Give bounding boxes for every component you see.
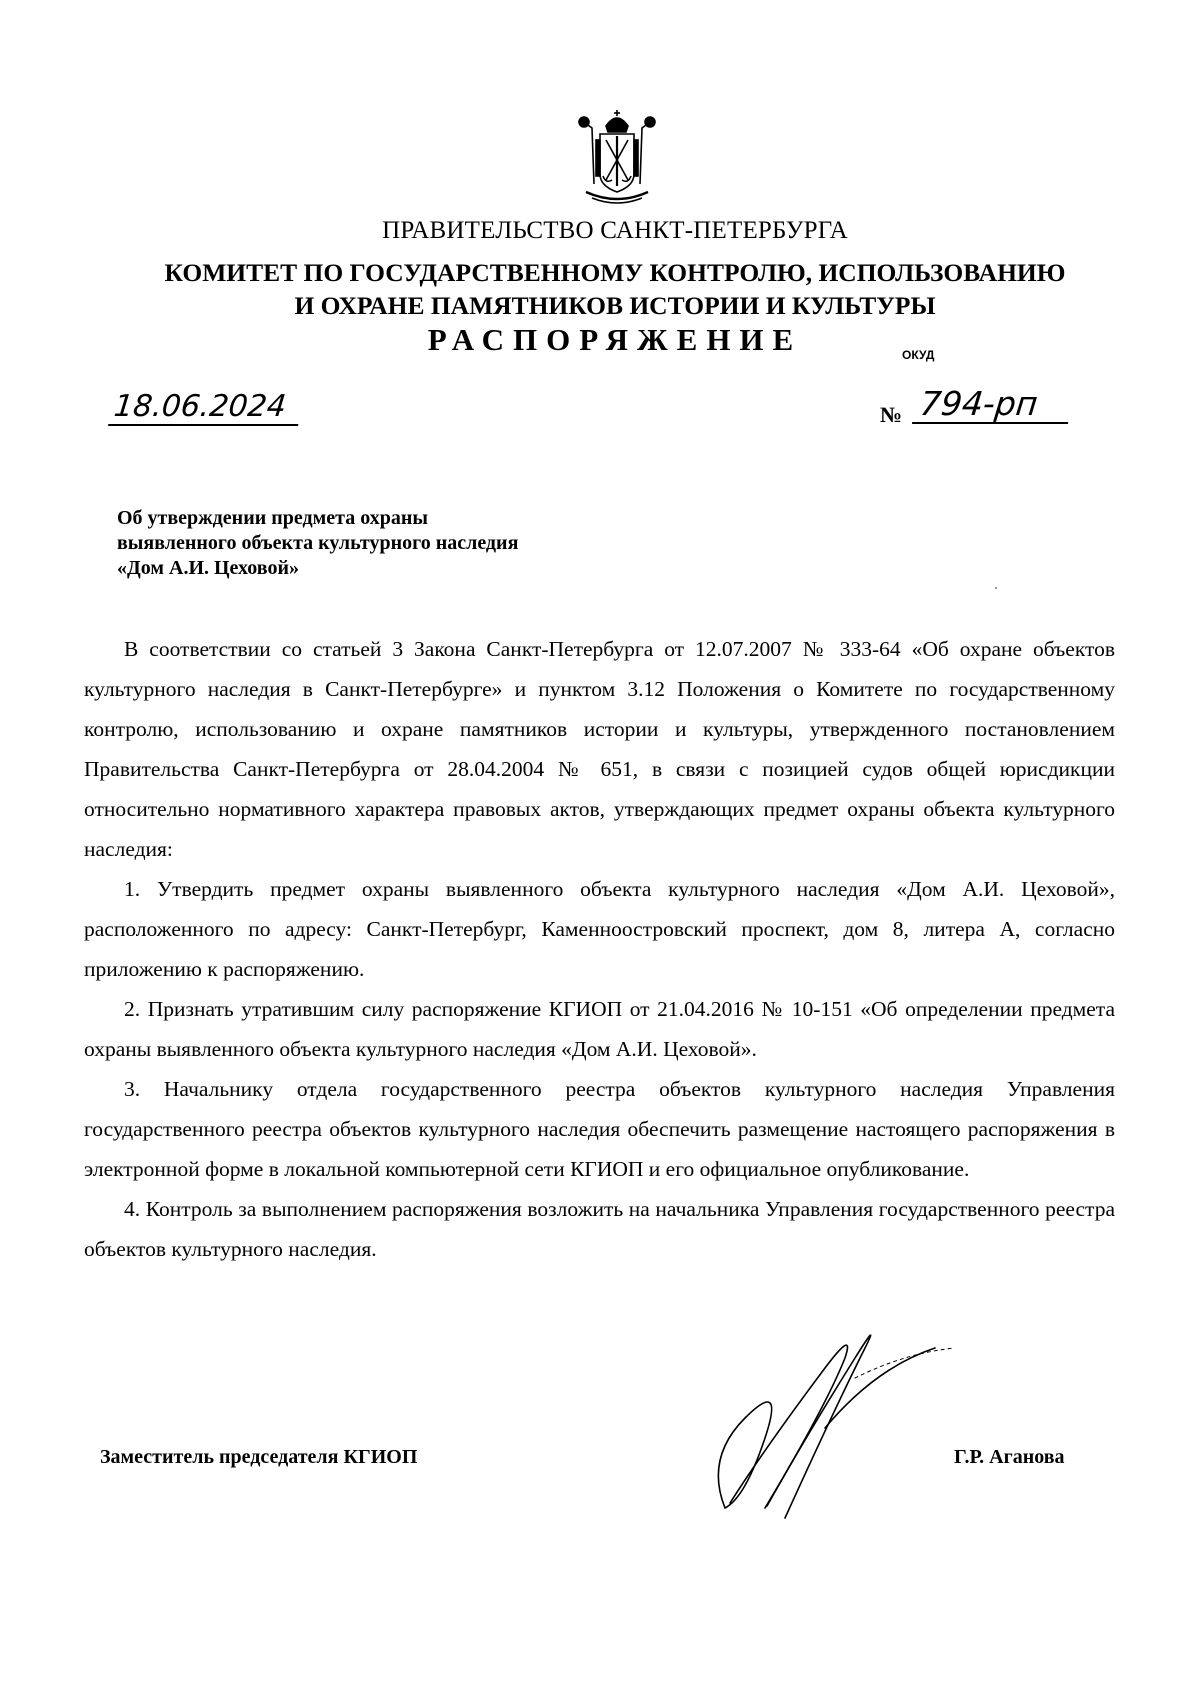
handwritten-date: 18.06.2024 <box>108 390 302 426</box>
document-type-title: РАСПОРЯЖЕНИЕ <box>427 322 803 357</box>
coat-of-arms-emblem <box>570 108 664 208</box>
item-4-paragraph: 4. Контроль за выполнением распоряжения возложить на начальника Управления государственного реестра объектов культурного наследия. <box>84 1197 1115 1261</box>
government-title: ПРАВИТЕЛЬСТВО САНКТ-ПЕТЕРБУРГА <box>382 217 848 244</box>
preamble-paragraph: В соответствии со статьей 3 Закона Санкт-Петербурга от 12.07.2007 № 333-64 «Об охране объектов культурного наследия в Санкт-Петербурге» и пунктом 3.12 Положения о Комитете по государственному контролю, использованию и охране памятников истории и культуры, утвержденного постановлением Правительства Санкт-Петербурга от 28.04.2004 № 651, в связи с позицией судов общей юрисдикции относительно нормативного характера правовых актов, утверждающих предмет охраны объекта культурного наследия: <box>84 637 1115 861</box>
handwritten-signature <box>705 1308 1005 1528</box>
item-2-paragraph: 2. Признать утратившим силу распоряжение КГИОП от 21.04.2016 № 10-151 «Об определении предмета охраны выявленного объекта культурного наследия «Дом А.И. Цеховой». <box>84 997 1115 1061</box>
document-body <box>84 629 1115 1269</box>
committee-name <box>0 256 1200 322</box>
committee-name-line1: КОМИТЕТ ПО ГОСУДАРСТВЕННОМУ КОНТРОЛЮ, ИСПОЛЬЗОВАНИЮ <box>164 258 1066 287</box>
signatory-position: Заместитель председателя КГИОП <box>100 1446 418 1468</box>
document-subject <box>117 506 717 581</box>
okud-label: ОКУД <box>902 348 935 362</box>
subject-line2: выявленного объекта культурного наследия <box>117 532 519 554</box>
subject-line3: «Дом А.И. Цеховой» <box>117 557 299 579</box>
item-3-paragraph: 3. Начальнику отдела государственного реестра объектов культурного наследия Управления государственного реестра объектов культурного наследия обеспечить размещение настоящего распоряжения в электронной форме в локальной компьютерной сети КГИОП и его официальное опубликование. <box>84 1077 1115 1181</box>
signatory-name: Г.Р. Аганова <box>954 1446 1065 1468</box>
number-sign: № <box>880 402 903 427</box>
item-1-paragraph: 1. Утвердить предмет охраны выявленного объекта культурного наследия «Дом А.И. Цеховой», расположенного по адресу: Санкт-Петербург, Каменноостровский проспект, дом 8, литера А, согласно приложению к распоряжению. <box>84 877 1115 981</box>
handwritten-document-number: 794-рп <box>912 386 1072 424</box>
scan-speck <box>995 587 997 589</box>
committee-name-line2: И ОХРАНЕ ПАМЯТНИКОВ ИСТОРИИ И КУЛЬТУРЫ <box>294 291 936 320</box>
subject-line1: Об утверждении предмета охраны <box>117 507 428 529</box>
